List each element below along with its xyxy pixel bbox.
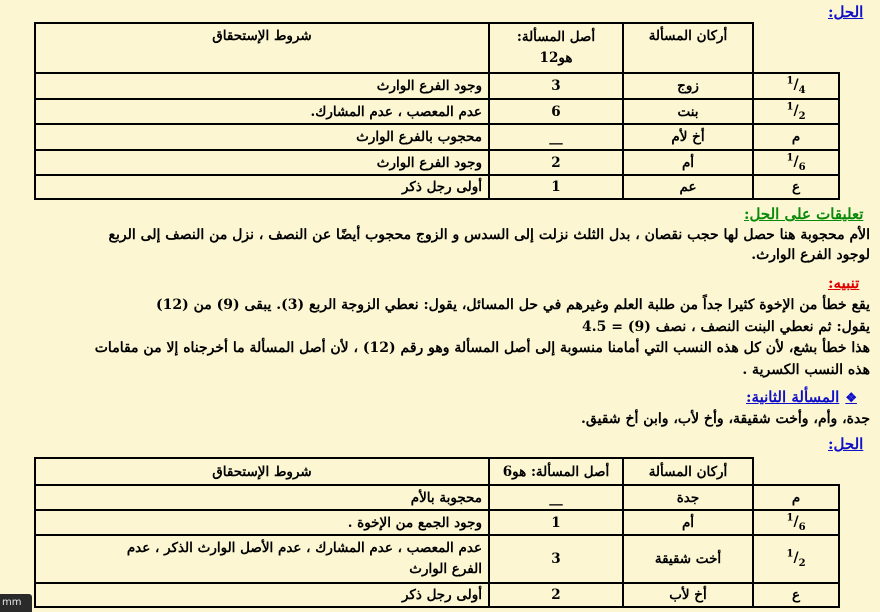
count-cell: 3 bbox=[489, 535, 623, 583]
count-cell: 3 bbox=[489, 73, 623, 99]
header-pillars: أركان المسألة bbox=[623, 458, 753, 485]
share-cell: ع bbox=[753, 175, 839, 199]
share-cell bbox=[753, 99, 839, 124]
comments-line: لوجود الفرع الوارث. bbox=[751, 247, 870, 263]
table-row bbox=[35, 510, 839, 535]
heir-cell: أخ لأب bbox=[623, 583, 753, 607]
question-2-heading-text: المسألة الثانية: bbox=[746, 388, 840, 406]
table-row bbox=[35, 485, 839, 510]
note-paragraph bbox=[8, 295, 870, 381]
condition-cell: محجوب بالفرع الوارث bbox=[35, 124, 489, 150]
count-cell: __ bbox=[489, 485, 623, 510]
question-2-line: جدة، وأم، وأخت شقيقة، وأخ لأب، وابن أخ شقيق. bbox=[581, 411, 870, 427]
header-share-blank bbox=[753, 23, 839, 73]
header-origin-line1: أصل المسألة: bbox=[516, 29, 596, 45]
heir-cell: أم bbox=[623, 150, 753, 175]
table-row bbox=[35, 535, 839, 583]
count-cell: 1 bbox=[489, 510, 623, 535]
table-header-row bbox=[35, 23, 839, 73]
solution-heading-2: الحل: bbox=[828, 435, 864, 453]
condition-cell: وجود الفرع الوارث bbox=[35, 73, 489, 99]
count-cell: 1 bbox=[489, 175, 623, 199]
condition-cell: محجوبة بالأم bbox=[35, 485, 489, 510]
share-cell bbox=[753, 510, 839, 535]
share-cell bbox=[753, 150, 839, 175]
note-heading: تنبيه: bbox=[828, 274, 860, 292]
header-origin: أصل المسألة: هو6 bbox=[489, 458, 623, 485]
table-header-row bbox=[35, 458, 839, 485]
header-share-blank bbox=[753, 458, 839, 485]
table-row bbox=[35, 73, 839, 99]
heir-cell: أخ لأم bbox=[623, 124, 753, 150]
header-conditions: شروط الإستحقاق bbox=[35, 23, 489, 73]
share-cell bbox=[753, 73, 839, 99]
table-row bbox=[35, 99, 839, 124]
condition-line: عدم المعصب ، عدم المشارك ، عدم الأصل الوارث الذكر ، عدم bbox=[126, 540, 482, 556]
fraction: $^1/_4$ bbox=[786, 75, 806, 97]
diamond-bullet-icon: ❖ bbox=[845, 391, 857, 406]
share-cell: م bbox=[753, 485, 839, 510]
heir-cell: جدة bbox=[623, 485, 753, 510]
question-2-text bbox=[8, 409, 870, 429]
count-cell: __ bbox=[489, 124, 623, 150]
comments-line: الأم محجوبة هنا حصل لها حجب نقصان ، بدل الثلث نزلت إلى السدس و الزوج محجوب أيضًا عن النصف ، نزل من النصف إلى الربع bbox=[108, 227, 870, 243]
table-row bbox=[35, 150, 839, 175]
heir-cell: زوج bbox=[623, 73, 753, 99]
condition-cell: وجود الفرع الوارث bbox=[35, 150, 489, 175]
header-origin bbox=[489, 23, 623, 73]
table-row bbox=[35, 175, 839, 199]
question-2-heading bbox=[746, 388, 857, 408]
note-line: يقول: ثم نعطي البنت النصف ، نصف (9) = 4.5 bbox=[582, 318, 870, 335]
fraction: $^1/_6$ bbox=[786, 512, 806, 533]
note-line: يقع خطأ من الإخوة كثيرا جداً من طلبة العلم وغيرهم في حل المسائل، يقول: نعطي الزوجة الربع (3). يبقى (9) من (12) bbox=[156, 297, 870, 313]
condition-line: الفرع الوارث bbox=[409, 561, 482, 577]
share-cell bbox=[753, 535, 839, 583]
fraction: $^1/_6$ bbox=[786, 152, 806, 173]
count-cell: 2 bbox=[489, 150, 623, 175]
table-row bbox=[35, 583, 839, 607]
fraction: $^1/_2$ bbox=[786, 101, 806, 122]
note-line: هذا خطأ بشع، لأن كل هذه النسب التي أمامنا منسوبة إلى أصل المسألة وهو رقم (12) ، لأن أصل المسألة ما أخرجناه إلا من مقامات bbox=[94, 340, 870, 356]
fraction: $^1/_2$ bbox=[786, 548, 806, 570]
condition-cell bbox=[35, 535, 489, 583]
table-row bbox=[35, 124, 839, 150]
solution-table-2 bbox=[34, 457, 840, 608]
heir-cell: بنت bbox=[623, 99, 753, 124]
comments-paragraph bbox=[8, 225, 870, 265]
header-conditions: شروط الإستحقاق bbox=[35, 458, 489, 485]
condition-cell: أولى رجل ذكر bbox=[35, 175, 489, 199]
solution-table-1 bbox=[34, 22, 840, 200]
header-pillars: أركان المسألة bbox=[623, 23, 753, 73]
condition-cell: أولى رجل ذكر bbox=[35, 583, 489, 607]
note-line: هذه النسب الكسرية . bbox=[742, 361, 870, 378]
count-cell: 2 bbox=[489, 583, 623, 607]
comments-heading: تعليقات على الحل: bbox=[744, 205, 864, 223]
heir-cell: عم bbox=[623, 175, 753, 199]
condition-cell: عدم المعصب ، عدم المشارك. bbox=[35, 99, 489, 124]
count-cell: 6 bbox=[489, 99, 623, 124]
header-origin-line2: هو12 bbox=[539, 50, 573, 66]
share-cell: م bbox=[753, 124, 839, 150]
condition-cell: وجود الجمع من الإخوة . bbox=[35, 510, 489, 535]
heir-cell: أخت شقيقة bbox=[623, 535, 753, 583]
corner-tag: mm bbox=[0, 594, 32, 612]
heir-cell: أم bbox=[623, 510, 753, 535]
solution-heading-1: الحل: bbox=[828, 3, 864, 21]
share-cell: ع bbox=[753, 583, 839, 607]
